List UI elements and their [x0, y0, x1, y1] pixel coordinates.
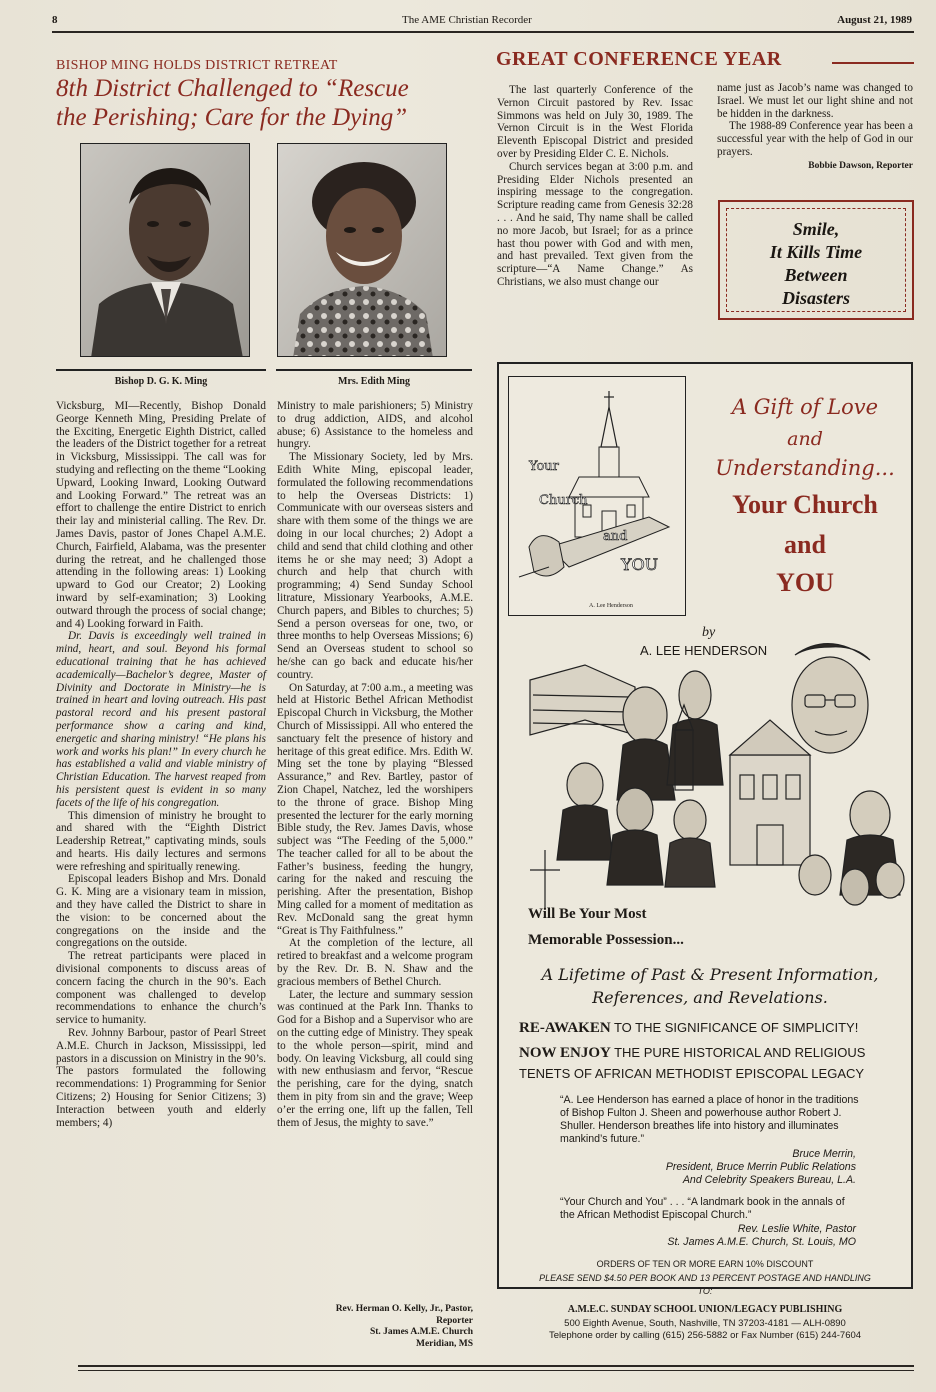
portrait-man-graphic — [81, 144, 250, 357]
conference-column-a — [497, 84, 693, 289]
ad-address: 500 Eighth Avenue, South, Nashville, TN 37203-4181 — ALH-0890 — [564, 1318, 846, 1329]
ad-orders-3: TO: — [697, 1286, 713, 1296]
paragraph: Vicksburg, MI—Recently, Bishop Donald George Kenneth Ming, Presiding Prelate of the Exciting, Energetic Eighth District, called the leaders of the District together for a retreat in Vicksburg, Mississippi. The call was for studying and reflecting on the theme “Looking Upward, Looking Inward, Looking Outward and Looking Forward.” The retreat was an effort to challenge the entire District to enrich their lay and ministerial calling. The Rev. Dr. James Davis, pastor of Jones Chapel A.M.E. Church, Fairfield, Alabama, was the presenter during the retreat, and he challenged those attending in the following areas: 1) Looking upward to God our Creator; 2) Looking inward by self-examination; 3) Looking outward through the process of social change; and 4) Looking forward in Faith. — [56, 400, 266, 630]
paragraph: The retreat participants were placed in divisional components to discuss areas of concern facing the church in the 90’s. Each component was challenged to develop recommendations to enhance the church’s service to humanity. — [56, 950, 266, 1027]
paragraph: This dimension of ministry he brought to and shared with the “Eighth District Leadership Retreat,” captivating minds, souls and hearts. His daily lectures and sermons were refreshing and spiritually renewing. — [56, 809, 266, 873]
page-header — [52, 14, 912, 32]
ad-quote-1-attribution — [560, 1148, 856, 1187]
issue-date: August 21, 1989 — [837, 14, 912, 26]
article-column-2 — [277, 400, 473, 1129]
paragraph: The 1988-89 Conference year has been a successful year with the help of God in our prayers. — [717, 120, 913, 158]
reawaken-rest: TO THE SIGNIFICANCE OF SIMPLICITY! — [613, 1020, 859, 1035]
cover-word: YOU — [621, 555, 659, 574]
paragraph: The Missionary Society, led by Mrs. Edith White Ming, episcopal leader, formulated the following recommendations to help the Overseas Districts: 1) Communicate with our overseas sisters and share with them some of the things we are doing in our local churches; 2) Adopt a child and send that child clothing and other items he or she may need; 3) Adopt a church and help that church with programming; 4) Send Sunday School litrature, Missionary Yearbooks, A.M.E. Church papers, and Bibles to churches; 5) Send a person overseas for one, two, or three months to help Overseas Missions; 6) Send an Overseas student to school so he/she can go back and educate his/her country. — [277, 451, 473, 681]
signature-line: Meridian, MS — [416, 1338, 473, 1349]
reawaken-bold: RE-AWAKEN — [519, 1020, 611, 1036]
paragraph: Later, the lecture and summary session was continued at the Park Inn. Thanks to God for a Bishop and a Supervisor who are on the cutting edge of Ministry. They speak to the whole person—spirit, mind and body. On leaving Vicksburg, all could sing with new enthusiasm and fervor, “Rescue the perishing, care for the dying, snatch them in pity from sin and the grave; Weep o’er the erring one, lift up the fallen, Tell them of Jesus, the mighty to save.” — [277, 988, 473, 1129]
portrait-woman-graphic — [278, 144, 447, 357]
publication-name: The AME Christian Recorder — [402, 14, 532, 26]
photo-bishop-ming — [80, 143, 250, 357]
article-column-1 — [56, 400, 266, 1129]
church-illustration-graphic — [509, 377, 685, 615]
ad-memorable-2: Memorable Possession... — [528, 932, 684, 948]
ad-reawaken — [519, 1020, 909, 1037]
ad-by: by — [702, 625, 716, 640]
ad-script-line-2: and — [787, 428, 823, 450]
paragraph: Dr. Davis is exceedingly well trained in mind, heart, and soul. Beyond his formal educational training that he has achieved academically—Bachelor’s degree, Master of Divinity and Doctorate in Ministry—he is trained in heart and loving outreach. His past pastoral record and his present pastoral performance show a caring and kind, energetic and sharing ministry! “He plans his work and works his plan!” In every church he has established a valid and viable ministry of Christian Education. The harvest reaped from his persistent quest is evident in so many facets of the life of his congregation. — [56, 630, 266, 809]
ad-author: A. LEE HENDERSON — [640, 643, 768, 658]
headline-line-2: the Perishing; Care for the Dying” — [56, 104, 408, 131]
attribution-line: President, Bruce Merrin Public Relations — [665, 1161, 856, 1173]
ad-script-line-1: A Gift of Love — [731, 395, 879, 419]
ad-quote-2-attribution — [560, 1223, 856, 1249]
smile-line: Smile, — [792, 219, 840, 239]
article-signature — [277, 1304, 473, 1350]
ad-publisher: A.M.E.C. SUNDAY SCHOOL UNION/LEGACY PUBLISHING — [567, 1304, 843, 1315]
attribution-line: And Celebrity Speakers Bureau, L.A. — [682, 1174, 856, 1186]
signature-line: St. James A.M.E. Church — [369, 1327, 473, 1337]
history-collage-illustration — [525, 625, 910, 910]
cover-word: Church — [539, 493, 588, 508]
ad-lifetime-1: A Lifetime of Past & Present Information, — [541, 965, 879, 984]
conference-column-b — [717, 82, 913, 172]
paragraph: At the completion of the lecture, all retired to breakfast and a welcome program by the Rev. Dr. B. N. Shaw and the gracious members of Bethel Church. — [277, 937, 473, 988]
paragraph: On Saturday, at 7:00 a.m., a meeting was held at Historic Bethel African Methodist Episcopal Church in Vicksburg, the Mother Church of Mississippi. All who entered the sanctuary felt the presence of history and heritage of this great edifice. Mrs. Edith W. Ming set the tone by playing “Blessed Assurance,” and Rev. Bartley, pastor of Zion Chapel, Natchez, led the worshipers to the throne of grace. Bishop Ming presented the lecturer for the early morning Bible study, the Rev. James Davis, whose subject was “The Feeding of the 5,000.” The teacher called for all to be about the Father’s business, feeding the hungry, caring for the naked and rescuing the perishing. After the presentation, Bishop Ming called for a moment of meditation as Rev. McDonald sang the great hymn “Great is Thy Faithfulness.” — [277, 681, 473, 937]
cover-author: A. Lee Henderson — [589, 603, 633, 609]
photo-caption-bishop: Bishop D. G. K. Ming — [56, 369, 266, 387]
footer-rule — [78, 1365, 914, 1367]
paragraph: The last quarterly Conference of the Vernon Circuit pastored by Rev. Issac Simmons was held on July 30, 1989. The Vernon Circuit is in the West Florida Eleventh Episcopal District and presided over by Presiding Elder C. E. Nichols. — [497, 84, 693, 160]
smile-line: Between — [784, 265, 848, 285]
smile-text — [720, 218, 912, 310]
signature-line: Rev. Herman O. Kelly, Jr., Pastor, — [335, 1304, 473, 1314]
smile-line: It Kills Time — [769, 242, 863, 262]
ad-now-enjoy — [519, 1045, 909, 1062]
photo-edith-ming — [277, 143, 447, 357]
title-rule — [832, 62, 914, 64]
ad-script-line-3: Understanding... — [715, 456, 895, 480]
header-rule — [52, 31, 914, 33]
paragraph: Ministry to male parishioners; 5) Ministry to drug addiction, AIDS, and alcohol abuse; 6) Assistance to the homeless and hungry. — [277, 400, 473, 451]
headline-line-1: 8th District Challenged to “Rescue — [56, 75, 409, 102]
ad-phone: Telephone order by calling (615) 256-5882 or Fax Number (615) 244-7604 — [548, 1330, 862, 1341]
photo-caption-edith: Mrs. Edith Ming — [276, 369, 472, 387]
paragraph: Church services began at 3:00 p.m. and Presiding Elder Nichols presented an inspiring message to the congregation. Scripture reading came from Genesis 32:28 . . . And he said, Thy name shall be called no more Jacob, but Israel; for as a prince hast thou power with God and with men, and hast prevailed. Text given from the scripture—“A Name Change.” As Christians, we also must change our — [497, 160, 693, 288]
nowenjoy-rest: THE PURE HISTORICAL AND RELIGIOUS — [614, 1045, 866, 1060]
ad-title-line-3: YOU — [776, 568, 834, 597]
footer-rule-thin — [78, 1370, 914, 1371]
book-cover — [508, 376, 686, 616]
ad-title-line-2: and — [784, 530, 826, 559]
signature-line: Reporter — [436, 1315, 473, 1326]
ad-now-enjoy-line-2: TENETS OF AFRICAN METHODIST EPISCOPAL LEGACY — [519, 1066, 865, 1081]
attribution-line: St. James A.M.E. Church, St. Louis, MO — [667, 1236, 856, 1248]
ad-orders-1: ORDERS OF TEN OR MORE EARN 10% DISCOUNT — [596, 1259, 814, 1269]
paragraph: name just as Jacob’s name was changed to Israel. We must let our light shine and not be hidden in the darkness. — [717, 82, 913, 120]
attribution-line: Bruce Merrin, — [792, 1148, 856, 1160]
smile-line: Disasters — [781, 288, 850, 308]
article-kicker: BISHOP MING HOLDS DISTRICT RETREAT — [56, 58, 338, 73]
cover-word: Your — [529, 459, 559, 474]
ad-lifetime-2: References, and Revelations. — [592, 988, 828, 1007]
conference-signature: Bobbie Dawson, Reporter — [808, 160, 913, 171]
paragraph: Episcopal leaders Bishop and Mrs. Donald G. K. Ming are a visionary team in mission, and they have called the District to share in the vision: to be concerned about the congregations on the inside and the congregations on the outside. — [56, 873, 266, 950]
article-headline — [56, 74, 486, 132]
cover-word: and — [603, 529, 628, 544]
conference-article-title: GREAT CONFERENCE YEAR — [496, 48, 782, 70]
ad-quote-1: “A. Lee Henderson has earned a place of honor in the traditions of Bishop Fulton J. Sheen and powerhouse author Robert J. Shuller. Henderson breathes life into history and illuminates mankind’s future.” — [560, 1094, 859, 1145]
ad-title-line-1: Your Church — [732, 490, 878, 519]
smile-box — [718, 200, 914, 320]
nowenjoy-bold: NOW ENJOY — [519, 1045, 611, 1061]
ad-quote-2: “Your Church and You” . . . “A landmark book in the annals of the African Methodist Episcopal Church.” — [560, 1196, 845, 1221]
attribution-line: Rev. Leslie White, Pastor — [737, 1223, 856, 1235]
ad-memorable-1: Will Be Your Most — [528, 906, 647, 922]
page-number: 8 — [52, 14, 58, 26]
paragraph: Rev. Johnny Barbour, pastor of Pearl Street A.M.E. Church in Jackson, Mississippi, led pastors in a discussion on Ministry in the 90’s. The pastors formulated the following recommendations: 1) Programming for Senior Citizens; 2) Housing for Senior Citizens; 3) Interaction between youth and elderly members; 4) — [56, 1027, 266, 1129]
ad-orders-2: PLEASE SEND $4.50 PER BOOK AND 13 PERCENT POSTAGE AND HANDLING — [539, 1273, 871, 1283]
